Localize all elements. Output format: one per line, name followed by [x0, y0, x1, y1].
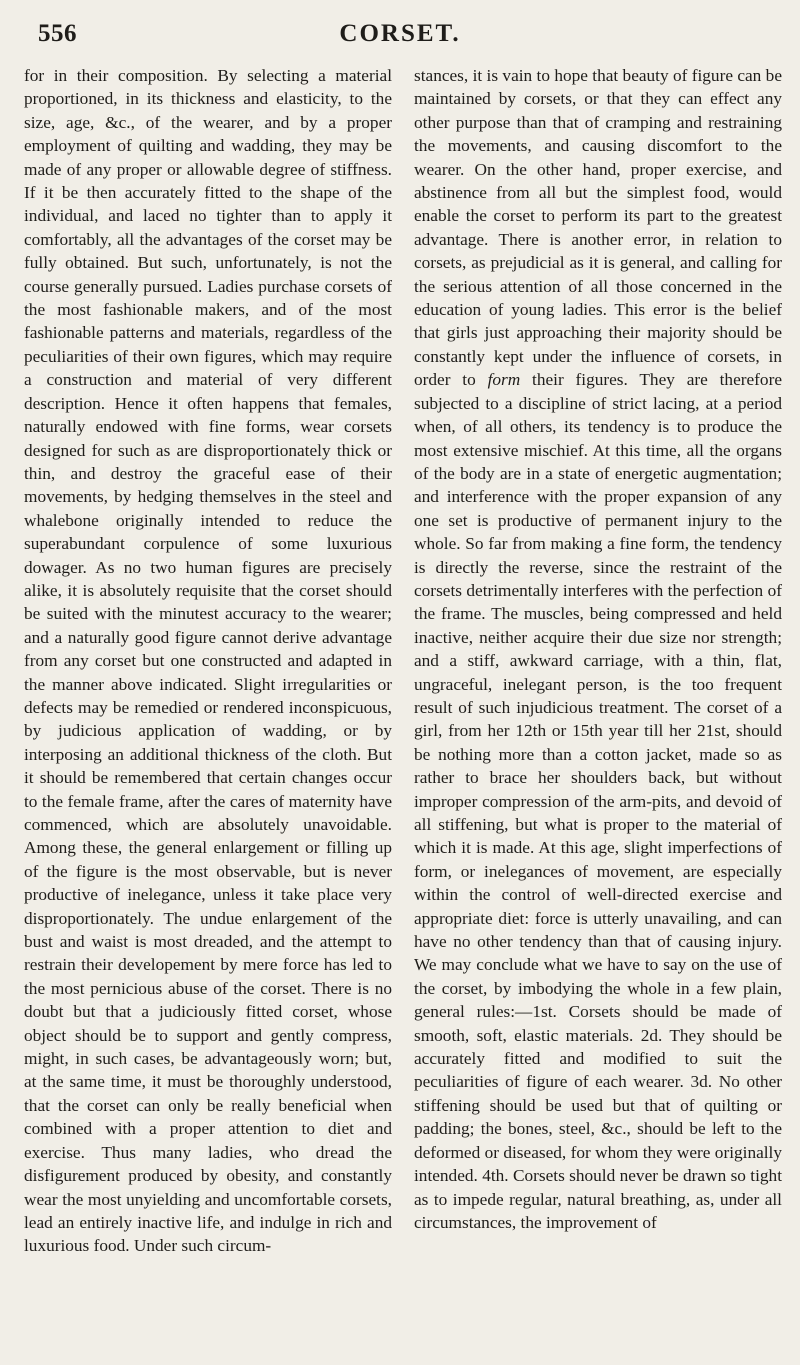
right-column: [414, 64, 782, 1234]
right-column-text: [414, 64, 782, 1234]
left-column: [24, 64, 392, 1258]
text-columns: [24, 64, 784, 1359]
emphasis-form: form: [487, 370, 521, 390]
page-header: [30, 14, 770, 54]
running-head: CORSET.: [339, 20, 461, 47]
left-column-text: for in their composition. By selecting a material proportioned, in its thickness and elasticity, to the size, age, &c., of the wearer, and by a proper employment of quilting and wadding, they may be made of any proper or allowable degree of stiffness. If it be then accurately fitted to the shape of the individual, and laced no tighter than to apply it comfortably, all the advantages of the corset may be fully obtained. But such, unfortunately, is not the course generally pursued. Ladies purchase corsets of the most fashionable makers, and of the most fashionable patterns and materials, regardless of the peculiarities of their own figures, which may require a construction and material of very different description. Hence it often happens that females, naturally endowed with fine forms, wear corsets designed for such as are disproportionately thick or thin, and destroy the graceful ease of their movements, by hedging themselves in the steel and whalebone originally intended to reduce the superabundant corpulence of some luxurious dowager. As no two human figures are precisely alike, it is absolutely requisite that the corset should be suited with the minutest accuracy to the wearer; and a naturally good figure cannot derive advantage from any corset but one constructed and adapted in the manner above indicated. Slight irregularities or defects may be remedied or rendered inconspicuous, by judicious application of wadding, or by interposing an additional thickness of the cloth. But it should be remembered that certain changes occur to the female frame, after the cares of maternity have commenced, which are absolutely unavoidable. Among these, the general enlargement or filling up of the figure is the most observable, but is never productive of inelegance, unless it take place very disproportionately. The undue enlargement of the bust and waist is most dreaded, and the attempt to restrain their developement by mere force has led to the most pernicious abuse of the corset. There is no doubt but that a judiciously fitted corset, whose object should be to support and gently compress, might, in such cases, be advantageously worn; but, at the same time, it must be thoroughly understood, that the corset can only be really beneficial when combined with a proper attention to diet and exercise. Thus many ladies, who dread the disfigurement produced by obesity, and constantly wear the most unyielding and uncomfortable corsets, lead an entirely inactive life, and indulge in rich and luxurious food. Under such circum-: [24, 66, 392, 1256]
right-column-text-part-1: stances, it is vain to hope that beauty of figure can be maintained by corsets, or that they can effect any other purpose than that of cramping and restraining the movements, and causing discomfort to the wearer. On the other hand, proper exercise, and abstinence from all but the simplest food, would enable the corset to perform its part to the greatest advantage. There is another error, in relation to corsets, as prejudicial as it is general, and calling for the serious attention of all those concerned in the education of young ladies. This error is the belief that girls just approaching their majority should be constantly kept under the influence of corsets, in order to: [414, 66, 782, 390]
right-column-text-part-2: their figures. They are therefore subjected to a discipline of strict lacing, at a period when, of all others, its tendency is to produce the most extensive mischief. At this time, all the organs of the body are in a state of energetic augmentation; and interference with the proper expansion of any one set is productive of permanent injury to the whole. So far from making a fine form, the tendency is directly the reverse, since the restraint of the corsets detrimentally interferes with the perfection of the frame. The muscles, being compressed and held inactive, neither acquire their due size nor strength; and a stiff, awkward carriage, with a thin, flat, ungraceful, inelegant person, is the too frequent result of such injudicious treatment. The corset of a girl, from her 12th or 15th year till her 21st, should be nothing more than a cotton jacket, made so as rather to brace her shoulders back, but without improper compression of the arm-pits, and devoid of all stiffening, but what is proper to the material of which it is made. At this age, slight imperfections of form, or inelegances of movement, are especially within the control of well-directed exercise and appropriate diet: force is utterly unavailing, and can have no other tendency than that of causing injury. We may conclude what we have to say on the use of the corset, by imbodying the whole in a few plain, general rules:—1st. Corsets should be made of smooth, soft, elastic materials. 2d. They should be accurately fitted and modified to suit the peculiarities of figure of each wearer. 3d. No other stiffening should be used but that of quilting or padding; the bones, steel, &c., should be left to the deformed or diseased, for whom they were originally intended. 4th. Corsets should never be drawn so tight as to impede regular, natural breathing, as, under all circumstances, the improvement of: [414, 370, 782, 1232]
page-number: 556: [38, 20, 77, 47]
